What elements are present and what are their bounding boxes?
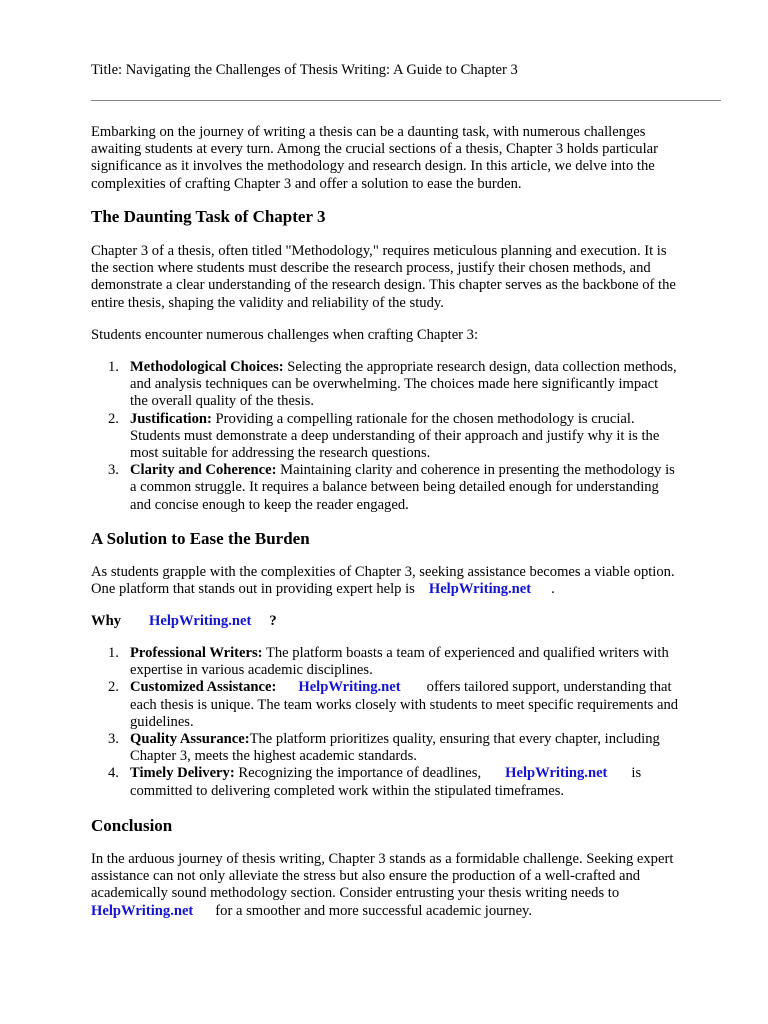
list-number: 1. (108, 645, 119, 661)
item-text: The platform boasts a team of experienced and qualified writers with (265, 645, 669, 661)
helpwriting-link[interactable]: HelpWriting.net (505, 765, 608, 782)
section-heading-solution: A Solution to Ease the Burden (91, 529, 310, 548)
item-label: Customized Assistance: (130, 679, 277, 696)
item-label: Justification: (130, 410, 212, 427)
item-text: and analysis techniques can be overwhelming. The choices made here significantly impact (130, 376, 659, 393)
list-item (91, 645, 723, 679)
item-text: the overall quality of the thesis. (130, 393, 314, 410)
item-label: Quality Assurance: (130, 731, 250, 748)
benefits-list (91, 645, 723, 800)
item-text: and concise enough to keep the reader engaged. (130, 496, 409, 513)
item-text: offers tailored support, understanding that (426, 679, 672, 696)
item-text: Maintaining clarity and coherence in presenting the methodology is (280, 462, 675, 479)
item-label: Timely Delivery: (130, 765, 235, 782)
item-text: is (631, 765, 642, 782)
item-text: most suitable for addressing the research questions. (130, 445, 431, 462)
list-number: 2. (108, 410, 119, 427)
list-item (91, 765, 723, 799)
item-text: committed to delivering completed work within the stipulated timeframes. (130, 782, 565, 799)
section1-line: entire thesis, shaping the validity and reliability of the study. (91, 294, 444, 311)
list-item (91, 359, 723, 411)
helpwriting-link[interactable]: HelpWriting.net (298, 679, 401, 696)
section1-line: demonstrate a clear understanding of the research design. This chapter serves as the backbone of the (91, 277, 676, 294)
list-number: 3. (108, 731, 119, 748)
item-text: a common struggle. It requires a balance between being detailed enough for understanding (130, 479, 659, 496)
conclusion-line: academically sound methodology section. Consider entrusting your thesis writing needs to (91, 885, 620, 902)
conclusion-paragraph (91, 851, 723, 920)
section2-line (91, 581, 723, 598)
item-text: The platform prioritizes quality, ensuring that every chapter, including (249, 731, 660, 748)
list-item (91, 679, 723, 731)
why-text: Why (91, 613, 122, 629)
section1-paragraph (91, 243, 723, 312)
item-label: Professional Writers: (130, 645, 263, 661)
title-divider (91, 100, 721, 101)
list-number: 4. (108, 765, 119, 782)
item-text: Chapter 3, meets the highest academic standards. (130, 748, 417, 765)
list-number: 2. (108, 679, 119, 696)
question-mark: ? (269, 613, 277, 629)
item-text: each thesis is unique. The team works closely with students to meet specific requirements and (130, 696, 679, 713)
list-item (91, 411, 723, 463)
list-item (91, 462, 723, 514)
helpwriting-link[interactable]: HelpWriting.net (91, 902, 194, 919)
item-text: Selecting the appropriate research design, data collection methods, (287, 359, 677, 375)
item-label: Methodological Choices: (130, 359, 284, 375)
section2-line: As students grapple with the complexities of Chapter 3, seeking assistance becomes a viable option. (91, 564, 675, 580)
item-label: Clarity and Coherence: (130, 462, 277, 479)
section-heading-daunting-task: The Daunting Task of Chapter 3 (91, 207, 326, 226)
helpwriting-link[interactable]: HelpWriting.net (428, 581, 532, 598)
item-text: Students must demonstrate a deep understanding of their approach and justify why it is the (130, 427, 660, 444)
intro-line: Embarking on the journey of writing a thesis can be a daunting task, with numerous challenges (91, 124, 646, 140)
intro-line: awaiting students at every turn. Among the crucial sections of a thesis, Chapter 3 holds particular (91, 141, 658, 158)
why-heading (91, 613, 723, 630)
intro-line: complexities of crafting Chapter 3 and offer a solution to ease the burden. (91, 175, 522, 192)
item-text: guidelines. (130, 713, 194, 730)
conclusion-line: assistance can not only alleviate the stress but also ensure the production of a well-crafted and (91, 868, 641, 885)
list-number: 3. (108, 462, 119, 479)
conclusion-text: for a smoother and more successful academic journey. (215, 902, 533, 919)
section2-paragraph (91, 564, 723, 598)
item-text: expertise in various academic disciplines. (130, 662, 373, 679)
conclusion-line (91, 903, 723, 920)
section1-line: Chapter 3 of a thesis, often titled "Methodology," requires meticulous planning and execution. It is (91, 243, 667, 259)
document-title: Title: Navigating the Challenges of Thesis Writing: A Guide to Chapter 3 (91, 62, 518, 78)
section2-text: One platform that stands out in providing expert help is (91, 581, 415, 598)
intro-paragraph (91, 124, 723, 193)
section-heading-conclusion: Conclusion (91, 816, 173, 835)
list-item (91, 731, 723, 765)
section1-line: the section where students must describe the research process, justify their chosen methods, and (91, 260, 651, 277)
item-text: Providing a compelling rationale for the chosen methodology is crucial. (215, 410, 635, 427)
conclusion-line: In the arduous journey of thesis writing, Chapter 3 stands as a formidable challenge. Seeking expert (91, 851, 674, 867)
item-text: Recognizing the importance of deadlines, (238, 765, 482, 782)
intro-line: significance as it involves the methodology and research design. In this article, we delve into the (91, 158, 655, 175)
helpwriting-link[interactable]: HelpWriting.net (149, 613, 252, 629)
list-number: 1. (108, 359, 119, 375)
period: . (551, 581, 555, 598)
challenges-lead: Students encounter numerous challenges when crafting Chapter 3: (91, 327, 479, 343)
challenges-list (91, 359, 723, 514)
